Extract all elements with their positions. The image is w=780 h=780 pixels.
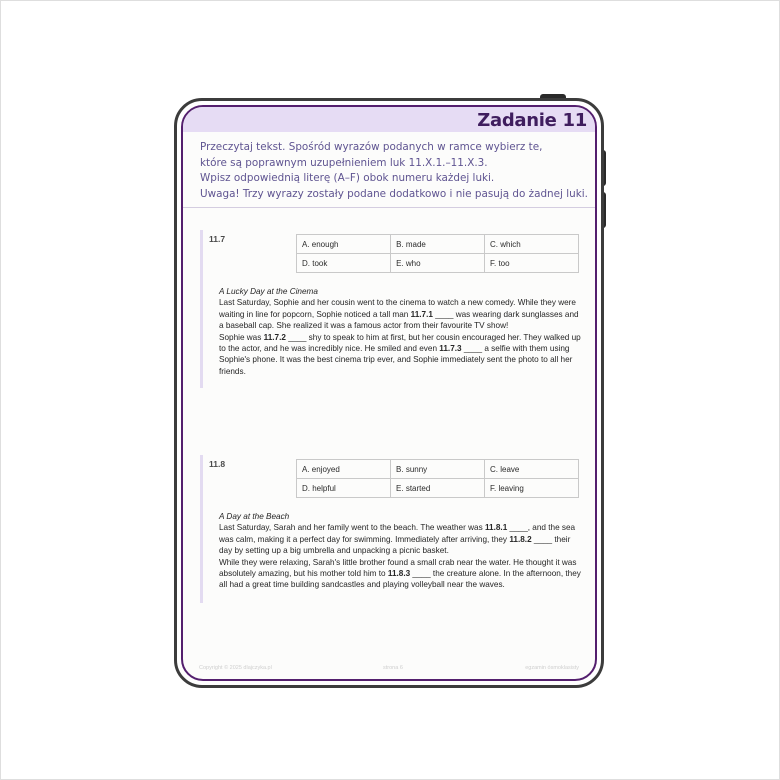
passage-paragraph — [219, 522, 581, 556]
option-f: F. too — [485, 254, 579, 273]
tablet-frame — [174, 98, 604, 688]
exercise-accent-bar — [200, 230, 203, 388]
option-d: D. took — [297, 254, 391, 273]
exercise-accent-bar — [200, 455, 203, 603]
passage-text: While they were relaxing, Sarah's little brother found a small crab near the water. He thought it was absolutely amazing, but his mother told him to — [219, 557, 577, 579]
option-b: B. sunny — [391, 460, 485, 479]
option-d: D. helpful — [297, 479, 391, 498]
gap-label: 11.8.3 — [387, 569, 411, 579]
exercise-number: 11.8 — [209, 459, 226, 469]
option-c: C. leave — [485, 460, 579, 479]
gap-label: 11.7.3 — [439, 344, 462, 354]
option-a: A. enough — [297, 235, 391, 254]
tablet-screen — [181, 105, 597, 681]
passage — [219, 511, 581, 591]
passage-text: ____ was wearing dark sunglasses and a baseball cap. She realized it was a famous actor from their favourite TV show! — [219, 309, 579, 331]
footer-page: strona 6 — [383, 665, 403, 671]
gap-label: 11.7.2 — [263, 332, 286, 342]
option-c: C. which — [485, 235, 579, 254]
exercise-11-8 — [200, 455, 590, 603]
option-b: B. made — [391, 235, 485, 254]
footer-copyright: Copyright © 2025 dlajczyka.pl — [199, 665, 272, 671]
gap-label: 11.8.1 — [484, 523, 508, 533]
passage-text: Last Saturday, Sarah and her family went to the beach. The weather was — [219, 523, 485, 533]
passage — [219, 286, 581, 377]
passage-paragraph — [219, 557, 581, 591]
option-a: A. enjoyed — [297, 460, 391, 479]
instruction-line: Wpisz odpowiednią literę (A–F) obok numeru każdej luki. — [200, 172, 495, 184]
passage-text: ____ shy to speak to him at first, but her cousin encouraged her. They walked up to the actor, and he was incredibly nice. He smiled and even — [219, 332, 581, 354]
instructions — [200, 140, 597, 202]
divider — [183, 207, 595, 208]
passage-text: ____ a selfie with them using Sophie's phone. It was the best cinema trip ever, and Sophie immediately sent the photo to all her friends. — [219, 344, 573, 376]
passage-text: Last Saturday, Sophie and her cousin went to the cinema to watch a new comedy. While they were waiting in line for popcorn, Sophie noticed a tall man — [219, 298, 576, 319]
passage-text: ____, and the sea was calm, making it a perfect day for swimming. Immediately after arriving, they — [219, 523, 576, 544]
instruction-line: Uwaga! Trzy wyrazy zostały podane dodatkowo i nie pasują do żadnej luki. — [200, 187, 588, 200]
gap-label: 11.7.1 — [410, 309, 433, 319]
footer-exam: egzamin ósmoklasisty — [525, 665, 579, 671]
passage-text: ____ their day by setting up a big umbrella and unpacking a picnic basket. — [219, 534, 571, 556]
passage-paragraph — [219, 332, 581, 378]
footer — [183, 665, 595, 675]
exercise-number: 11.7 — [209, 234, 226, 244]
options-table — [296, 459, 579, 498]
option-e: E. who — [391, 254, 485, 273]
instruction-line: które są poprawnym uzupełnieniem luk 11.X.1.–11.X.3. — [200, 156, 488, 169]
passage-paragraph — [219, 297, 581, 331]
passage-text: Sophie was — [219, 332, 264, 342]
passage-title: A Day at the Beach — [219, 512, 290, 521]
passage-text: ____ the creature alone. In the afternoon, they all had a great time building sandcastles and playing volleyball near the waves. — [219, 569, 581, 590]
instruction-line: Przeczytaj tekst. Spośród wyrazów podanych w ramce wybierz te, — [200, 141, 543, 153]
exercise-11-7 — [200, 230, 590, 388]
task-title: Zadanie 11 — [477, 110, 587, 131]
option-e: E. started — [391, 479, 485, 498]
options-table — [296, 234, 579, 273]
gap-label: 11.8.2 — [509, 534, 532, 544]
passage-title: A Lucky Day at the Cinema — [219, 287, 318, 296]
option-f: F. leaving — [485, 479, 579, 498]
